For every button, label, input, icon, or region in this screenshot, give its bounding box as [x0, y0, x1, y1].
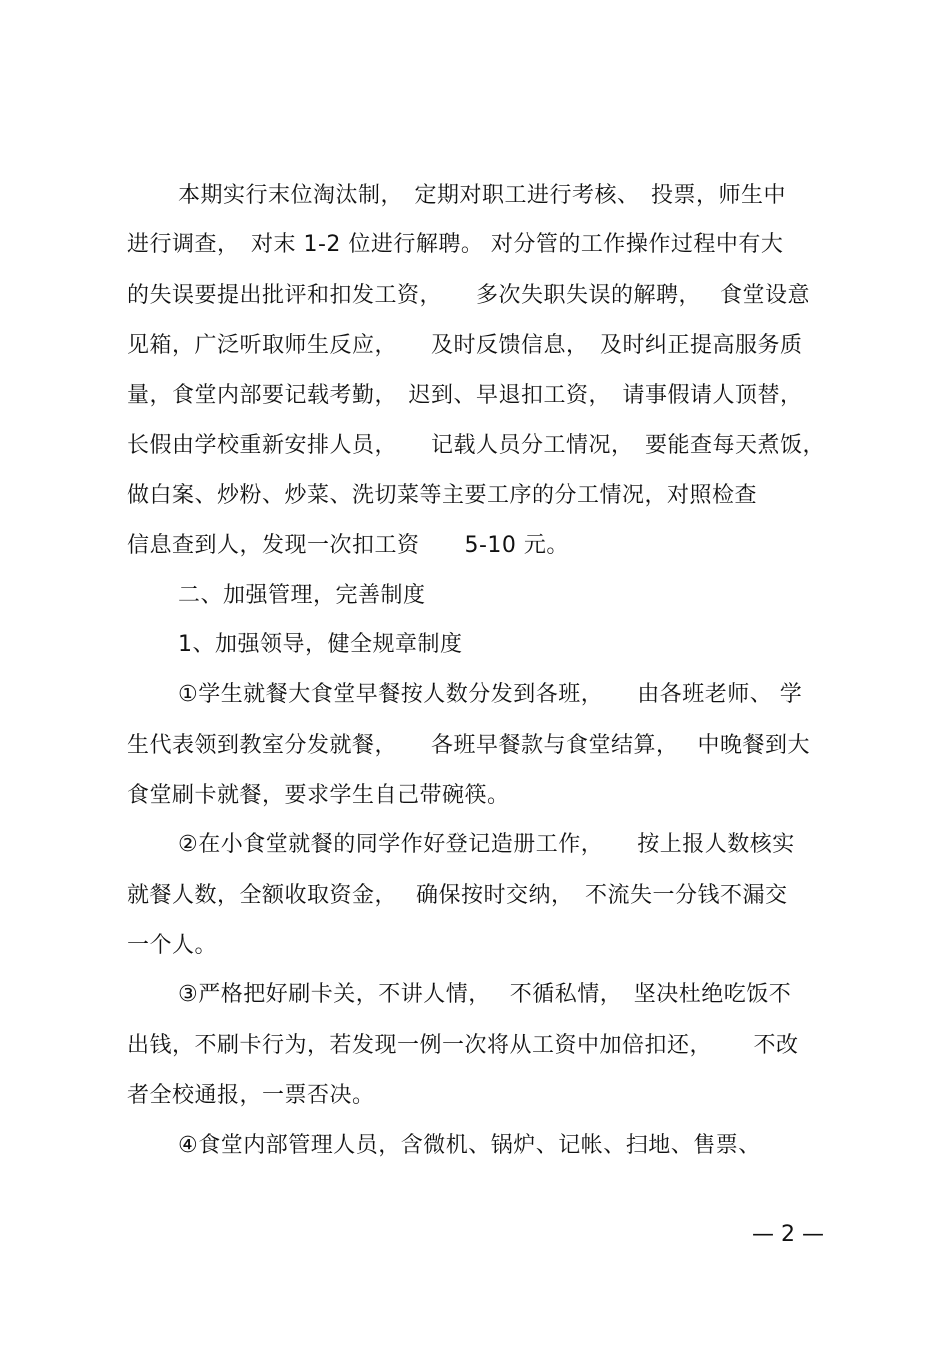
paragraph-line: 见箱，广泛听取师生反应， 及时反馈信息， 及时纠正提高服务质	[127, 333, 803, 358]
section-heading: 二、加强管理，完善制度	[178, 583, 426, 608]
paragraph-line: 出钱，不刷卡行为，若发现一例一次将从工资中加倍扣还， 不改	[127, 1033, 799, 1058]
paragraph-line: 进行调查， 对末 1-2 位进行解聘。 对分管的工作操作过程中有大	[127, 232, 784, 257]
paragraph-line: 者全校通报，一票否决。	[127, 1083, 375, 1108]
paragraph-line: 就餐人数，全额收取资金， 确保按时交纳， 不流失一分钱不漏交	[127, 883, 788, 908]
paragraph-line: ①学生就餐大食堂早餐按人数分发到各班， 由各班老师、 学	[178, 682, 803, 707]
paragraph-line: 生代表领到教室分发就餐， 各班早餐款与食堂结算， 中晚餐到大	[127, 733, 810, 758]
paragraph-line: 做白案、炒粉、炒菜、洗切菜等主要工序的分工情况，对照检查	[127, 483, 758, 508]
paragraph-line: 本期实行末位淘汰制， 定期对职工进行考核、 投票，师生中	[178, 183, 787, 208]
paragraph-line: ②在小食堂就餐的同学作好登记造册工作， 按上报人数核实	[178, 832, 795, 857]
paragraph-line: ④食堂内部管理人员，含微机、锅炉、记帐、扫地、售票、	[178, 1133, 761, 1158]
paragraph-line: 的失误要提出批评和扣发工资， 多次失职失误的解聘， 食堂设意	[127, 283, 810, 308]
paragraph-line: 量，食堂内部要记载考勤， 迟到、早退扣工资， 请事假请人顶替，	[127, 383, 803, 408]
paragraph-line: 食堂刷卡就餐，要求学生自己带碗筷。	[127, 783, 510, 808]
paragraph-line: 长假由学校重新安排人员， 记载人员分工情况， 要能查每天煮饭，	[127, 433, 826, 458]
paragraph-line: 信息查到人，发现一次扣工资 5-10 元。	[127, 533, 569, 558]
page-number: — 2 —	[752, 1222, 824, 1247]
paragraph-line: ③严格把好刷卡关，不讲人情， 不循私情， 坚决杜绝吃饭不	[178, 982, 792, 1007]
paragraph-line: 一个人。	[127, 933, 218, 958]
subsection-heading: 1、加强领导，健全规章制度	[178, 632, 463, 657]
